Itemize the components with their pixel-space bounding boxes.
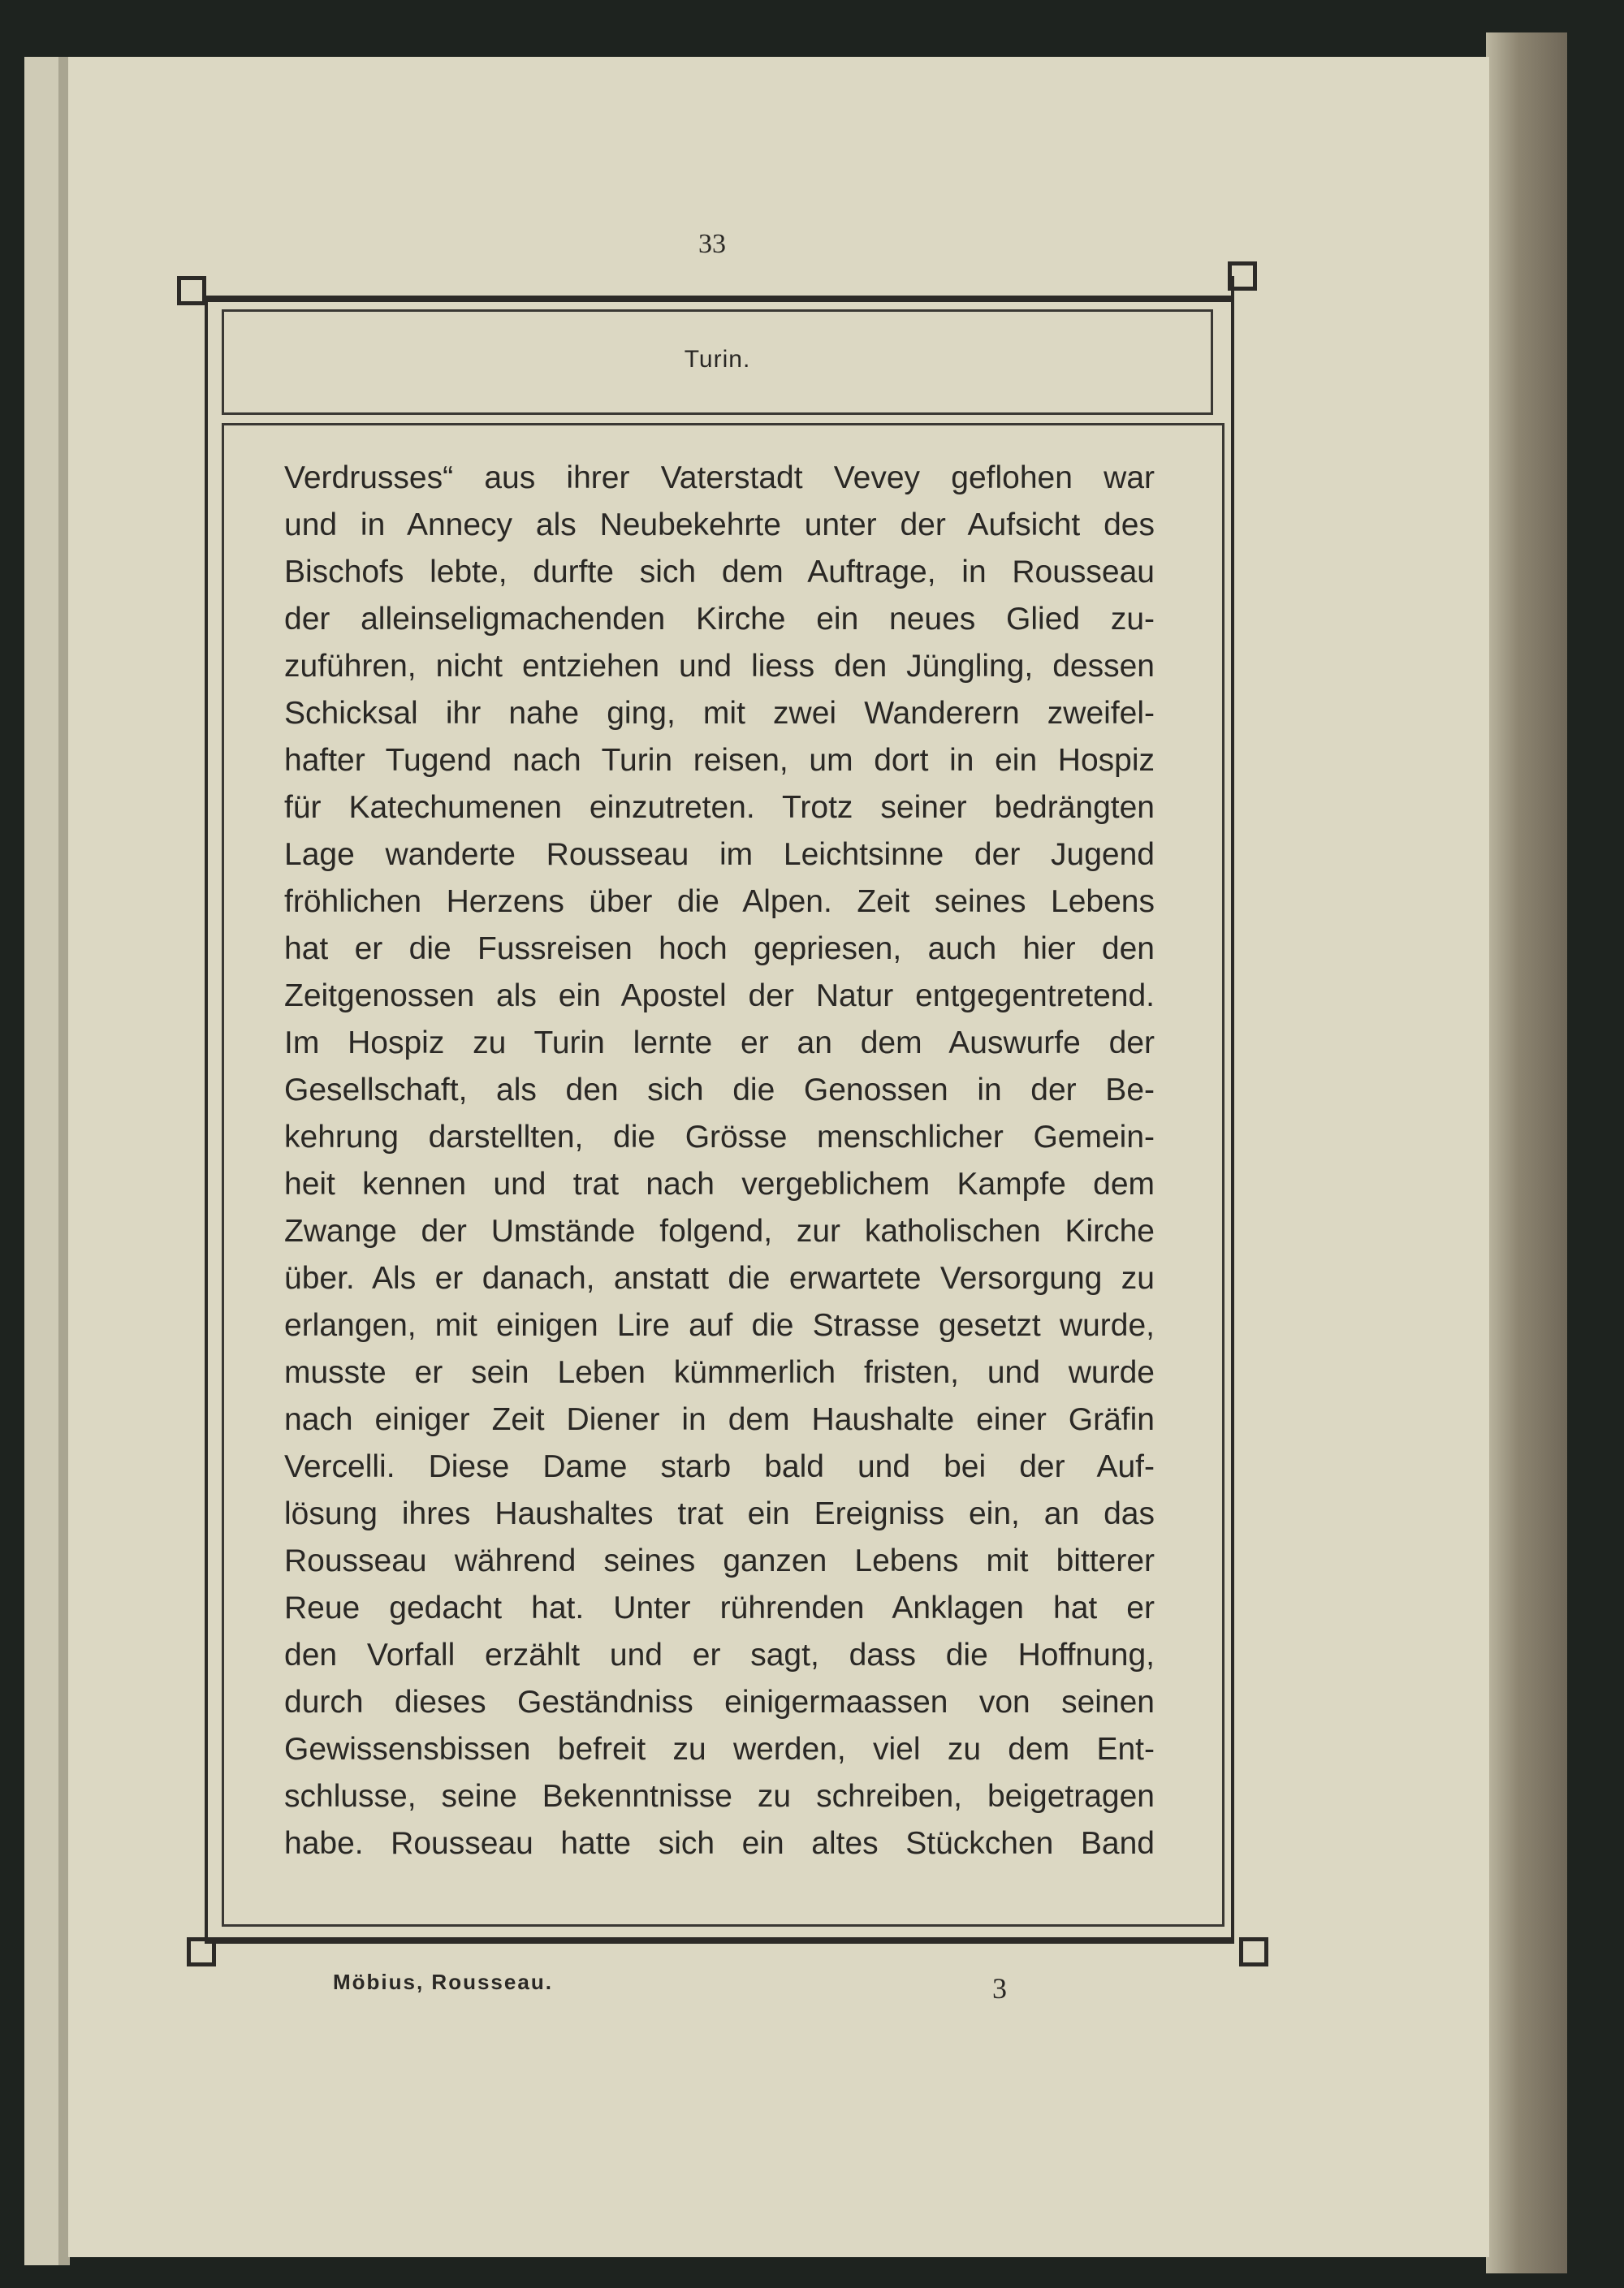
text-line: Bischofs lebte, durfte sich dem Auftrage, in Rousseau [284, 555, 1155, 589]
page-number: 33 [698, 229, 726, 259]
text-line: kehrung darstellten, die Grösse menschlicher Gemein- [284, 1120, 1155, 1155]
text-line: lösung ihres Haushaltes trat ein Ereigniss ein, an das [284, 1496, 1155, 1531]
frame-left-rule [205, 296, 208, 1944]
text-line: der alleinseligmachenden Kirche ein neues Glied zu- [284, 602, 1155, 637]
running-title: Turin. [684, 346, 751, 373]
text-line: erlangen, mit einigen Lire auf die Strasse gesetzt wurde, [284, 1308, 1155, 1343]
text-line: Im Hospiz zu Turin lernte er an dem Auswurfe der [284, 1025, 1155, 1060]
text-line: Verdrusses“ aus ihrer Vaterstadt Vevey geflohen war [284, 460, 1155, 495]
text-line: Zeitgenossen als ein Apostel der Natur entgegentretend. [284, 978, 1155, 1013]
text-line: habe. Rousseau hatte sich ein altes Stückchen Band [284, 1826, 1155, 1861]
corner-ornament-bottom-right [1239, 1937, 1268, 1966]
corner-ornament-top-right [1228, 261, 1257, 291]
frame-top-rule [205, 296, 1234, 302]
text-line: durch dieses Geständniss einigermaassen von seinen [284, 1685, 1155, 1720]
text-line: für Katechumenen einzutreten. Trotz seiner bedrängten [284, 790, 1155, 825]
text-line: Rousseau während seines ganzen Lebens mit bitterer [284, 1543, 1155, 1578]
text-line: schlusse, seine Bekenntnisse zu schreiben, beigetragen [284, 1779, 1155, 1814]
signature-mark: Möbius, Rousseau. [333, 1970, 553, 1994]
text-line: fröhlichen Herzens über die Alpen. Zeit seines Lebens [284, 884, 1155, 919]
text-line: hafter Tugend nach Turin reisen, um dort in ein Hospiz [284, 743, 1155, 778]
text-line: hat er die Fussreisen hoch gepriesen, auch hier den [284, 931, 1155, 966]
text-line: Gesellschaft, als den sich die Genossen in der Be- [284, 1073, 1155, 1107]
text-line: nach einiger Zeit Diener in dem Haushalte einer Gräfin [284, 1402, 1155, 1437]
text-line: musste er sein Leben kümmerlich fristen, und wurde [284, 1355, 1155, 1390]
text-line: Schicksal ihr nahe ging, mit zwei Wanderern zweifel- [284, 696, 1155, 731]
text-line: zuführen, nicht entziehen und liess den Jüngling, dessen [284, 649, 1155, 684]
text-line: Vercelli. Diese Dame starb bald und bei der Auf- [284, 1449, 1155, 1484]
text-line: heit kennen und trat nach vergeblichem Kampfe dem [284, 1167, 1155, 1202]
text-line: Lage wanderte Rousseau im Leichtsinne der Jugend [284, 837, 1155, 872]
text-line: Zwange der Umstände folgend, zur katholischen Kirche [284, 1214, 1155, 1249]
text-line: Reue gedacht hat. Unter rührenden Anklagen hat er [284, 1591, 1155, 1625]
text-line: über. Als er danach, anstatt die erwartete Versorgung zu [284, 1261, 1155, 1296]
text-line: den Vorfall erzählt und er sagt, dass die Hoffnung, [284, 1638, 1155, 1673]
body-text [284, 455, 1155, 1867]
book-cover-edge [1486, 32, 1567, 2273]
frame-right-rule [1231, 276, 1234, 1940]
frame-bottom-rule [205, 1937, 1234, 1944]
sheet-number: 3 [992, 1972, 1007, 2005]
text-line: Gewissensbissen befreit zu werden, viel zu dem Ent- [284, 1732, 1155, 1767]
corner-ornament-top-left [177, 276, 206, 305]
text-line: und in Annecy als Neubekehrte unter der Aufsicht des [284, 507, 1155, 542]
corner-ornament-bottom-left [187, 1937, 216, 1966]
running-head-box [222, 309, 1213, 415]
